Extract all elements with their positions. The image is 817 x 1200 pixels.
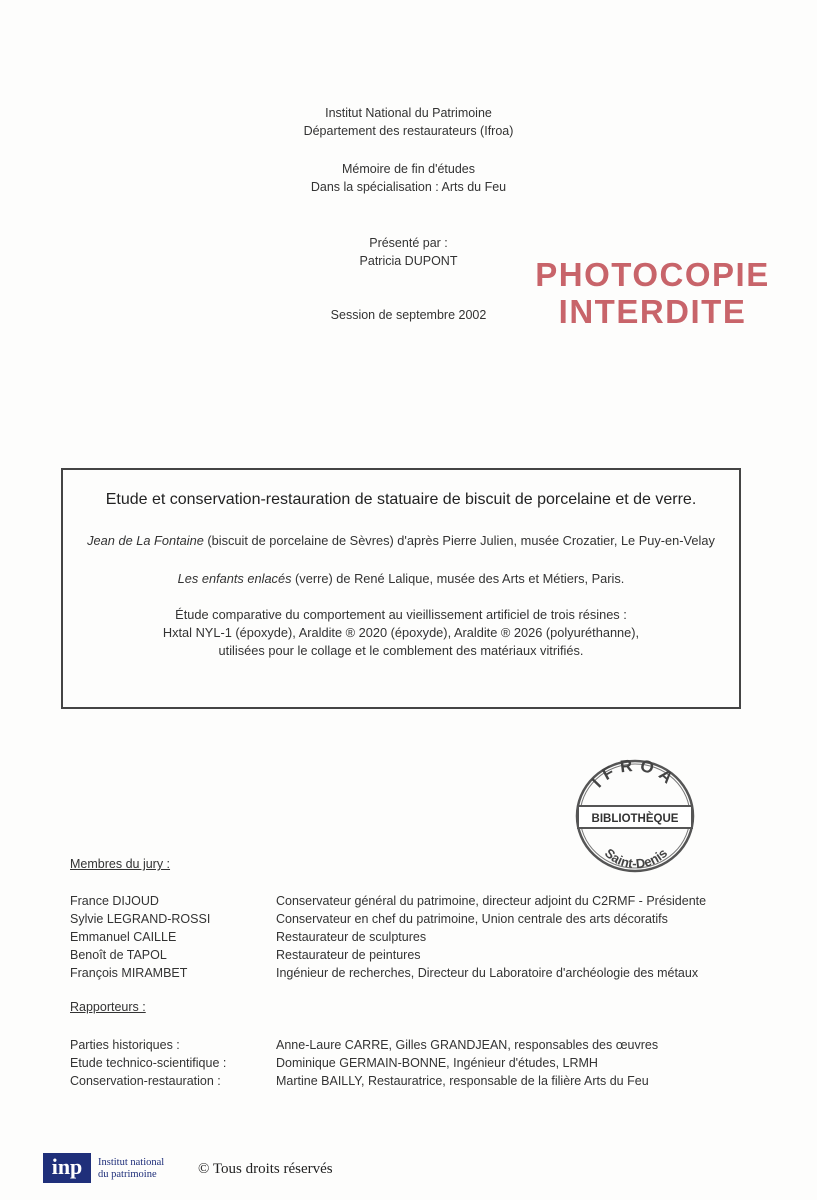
study-line-3: utilisées pour le collage et le comblement des matériaux vitrifiés. — [218, 643, 584, 658]
jury-heading: Membres du jury : — [70, 857, 171, 871]
inp-logo: inp — [43, 1153, 91, 1183]
rapporteur-name: Martine BAILLY, Restauratrice, responsable de la filière Arts du Feu — [276, 1074, 649, 1088]
rapporteurs-heading: Rapporteurs : — [70, 1000, 146, 1014]
library-stamp-top-text: IFROA — [588, 755, 682, 792]
session-date: Session de septembre 2002 — [330, 308, 487, 322]
work-2-title: Les enfants enlacés — [177, 571, 292, 586]
jury-member-name: François MIRAMBET — [70, 966, 188, 980]
footer-institution — [98, 1157, 164, 1181]
jury-member-role: Conservateur général du patrimoine, directeur adjoint du C2RMF - Présidente — [276, 894, 707, 908]
footer-institution-line-2: du patrimoine — [98, 1169, 157, 1180]
work-2-line — [63, 571, 739, 586]
study-line-1: Étude comparative du comportement au vieillissement artificiel de trois résines : — [175, 607, 627, 622]
rapporteur-name: Anne-Laure CARRE, Gilles GRANDJEAN, responsables des œuvres — [276, 1038, 659, 1052]
department-name: Département des restaurateurs (Ifroa) — [303, 124, 514, 138]
specialisation-label: Dans la spécialisation : Arts du Feu — [310, 180, 507, 194]
work-2-details: (verre) de René Lalique, musée des Arts et Métiers, Paris. — [291, 571, 625, 586]
copyright-notice: © Tous droits réservés — [198, 1161, 333, 1177]
jury-member-name: France DIJOUD — [70, 894, 159, 908]
library-stamp-middle-text: BIBLIOTHÈQUE — [591, 813, 679, 825]
svg-text:IFROA — [588, 755, 681, 791]
work-1-title: Jean de La Fontaine — [87, 533, 204, 548]
rapporteur-part: Parties historiques : — [70, 1038, 180, 1052]
work-1-line — [63, 533, 739, 548]
library-stamp-bottom-text: Saint-Denis — [601, 845, 671, 872]
study-line-2: Hxtal NYL-1 (époxyde), Araldite ® 2020 (époxyde), Araldite ® 2026 (polyuréthanne), — [162, 625, 640, 640]
stamp-line-1: PHOTOCOPIE — [535, 256, 770, 293]
rapporteur-part: Conservation-restauration : — [70, 1074, 221, 1088]
author-name: Patricia DUPONT — [359, 254, 458, 268]
library-stamp — [570, 754, 700, 878]
jury-member-name: Emmanuel CAILLE — [70, 930, 177, 944]
stamp-line-2: INTERDITE — [558, 293, 747, 330]
rapporteur-part: Etude technico-scientifique : — [70, 1056, 227, 1070]
photocopy-forbidden-stamp — [530, 256, 775, 330]
thesis-title: Etude et conservation-restauration de statuaire de biscuit de porcelaine et de verre. — [105, 491, 697, 508]
work-1-details: (biscuit de porcelaine de Sèvres) d'après Pierre Julien, musée Crozatier, Le Puy-en-Velay — [203, 533, 715, 548]
jury-member-name: Sylvie LEGRAND-ROSSI — [70, 912, 211, 926]
footer-institution-line-1: Institut national — [98, 1157, 165, 1168]
jury-member-role: Conservateur en chef du patrimoine, Union centrale des arts décoratifs — [276, 912, 668, 926]
memoire-label: Mémoire de fin d'études — [341, 162, 475, 176]
jury-member-role: Restaurateur de sculptures — [276, 930, 427, 944]
jury-member-role: Ingénieur de recherches, Directeur du Laboratoire d'archéologie des métaux — [276, 966, 699, 980]
presented-by-label: Présenté par : — [369, 236, 448, 250]
jury-member-role: Restaurateur de peintures — [276, 948, 421, 962]
jury-member-name: Benoît de TAPOL — [70, 948, 167, 962]
thesis-title-frame — [61, 468, 741, 709]
rapporteur-name: Dominique GERMAIN-BONNE, Ingénieur d'études, LRMH — [276, 1056, 598, 1070]
institution-name: Institut National du Patrimoine — [325, 106, 492, 120]
